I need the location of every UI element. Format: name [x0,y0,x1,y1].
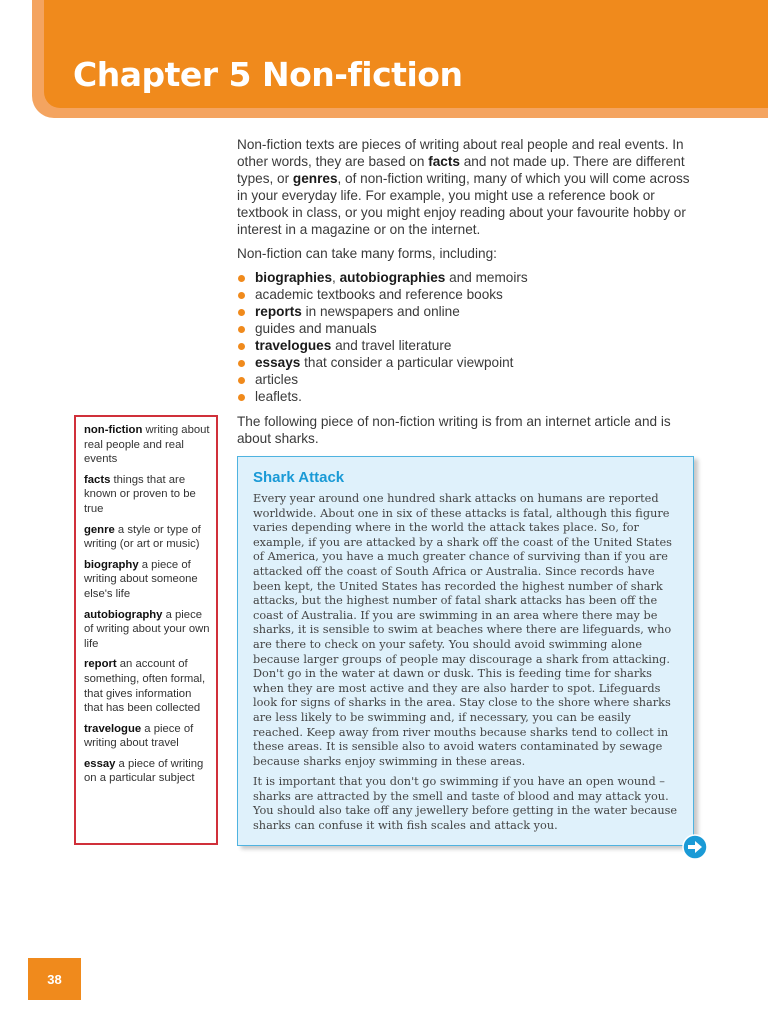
glossary-entry [84,722,210,751]
list-item [237,388,699,405]
glossary-box [74,415,218,845]
text-run: articles [255,372,299,387]
text-run: and memoirs [445,270,528,285]
arrow-right-circle-icon[interactable] [682,834,708,860]
glossary-term: essay [84,757,116,770]
list-item [237,354,699,371]
text-run: , [332,270,340,285]
text-run: that consider a particular viewpoint [300,355,514,370]
text-run: guides and manuals [255,321,377,336]
list-item [237,303,699,320]
chapter-title: Chapter 5 Non-fiction [73,55,463,94]
key-term: genres [292,171,338,186]
glossary-entry [84,523,210,552]
key-term: reports [255,304,302,319]
article-intro: The following piece of non-fiction writing is from an internet article and is about sharks. [237,414,671,446]
list-item [237,286,699,303]
key-term: autobiographies [339,270,446,285]
glossary-definition: a style or type of writing (or art or music) [84,523,201,551]
glossary-term: travelogue [84,722,142,735]
main-content [237,136,699,454]
text-run: and not made up. There are different types, or [237,154,685,186]
glossary-term: autobiography [84,608,163,621]
glossary-definition: an account of something, often formal, that gives information that has been collected [84,658,206,715]
text-run: in newspapers and online [301,304,460,319]
list-item [237,320,699,337]
key-term: travelogues [255,338,332,353]
glossary-term: biography [84,558,139,571]
glossary-term: genre [84,523,115,536]
glossary-definition: things that are known or proven to be true [84,473,196,515]
glossary-definition: writing about real people and real events [84,424,210,466]
page-number: 38 [28,958,81,1000]
article-paragraph: Every year around one hundred shark attacks on humans are reported worldwide. About one in six of these attacks is fatal, although this figure varies depending where in the world the attack takes place. So, for example, if you are attacked by a shark off the coast of the United States of America, you have a much greater chance of surviving than if you are attacked off the coast of South Africa or Australia. Since records have been kept, the United States has recorded the highest number of shark attacks, but the highest number of fatal shark attacks has been off the coast of Australia. If you are swimming in an area where there may be sharks, it is sensible to swim at beaches where there are lifeguards, who are there to check on your safety. You should avoid swimming alone because larger groups of people may discourage a shark from attacking. Don't go in the water at dawn or dusk. This is feeding time for sharks when they are most active and they are also harder to spot. Lifeguards look for signs of sharks in the area. Stay close to the shore where sharks are less likely to be swimming and, if necessary, you can be easily reached. Keep away from river mouths because sharks tend to collect in these areas. It is sensible also to avoid waters contaminated by sewage because sharks enjoy swimming in these areas. [253,492,672,768]
glossary-term: report [84,658,117,671]
article-box [237,456,694,846]
glossary-entry [84,657,210,715]
glossary-term: facts [84,473,111,486]
key-term: facts [428,154,460,169]
list-item [237,371,699,388]
chapter-header [44,0,768,108]
key-term: essays [255,355,301,370]
forms-intro: Non-fiction can take many forms, including: [237,246,497,261]
glossary-entry [84,473,210,517]
glossary-entry [84,757,210,786]
glossary-entry [84,558,210,602]
glossary-definition: a piece of writing about your own life [84,608,210,650]
forms-list [237,269,699,405]
glossary-definition: a piece of writing about travel [84,722,194,750]
article-title: Shark Attack [253,469,345,486]
list-item [237,269,699,286]
key-term: biographies [255,270,333,285]
text-run: academic textbooks and reference books [255,287,503,302]
glossary-entry [84,423,210,467]
glossary-entry [84,608,210,652]
text-run: , of non-fiction writing, many of which you will come across in your everyday life. For example, you might use a reference book or textbook in class, or you might enjoy reading about your favourite hobby or interest in a magazine or on the internet. [237,171,690,237]
list-item [237,337,699,354]
text-run: Non-fiction texts are pieces of writing about real people and real events. In other words, they are based on [237,137,684,169]
text-run: and travel literature [331,338,452,353]
text-run: leaflets. [255,389,302,404]
glossary-definition: a piece of writing about someone else's life [84,558,198,600]
intro-paragraph [237,136,699,238]
glossary-term: non-fiction [84,424,143,436]
glossary-definition: a piece of writing on a particular subject [84,757,204,785]
article-paragraph: It is important that you don't go swimming if you have an open wound – sharks are attracted by the smell and taste of blood and may attack you. You should also take off any jewellery before getting in the water because sharks can confuse it with fish scales and attack you. [253,775,678,833]
